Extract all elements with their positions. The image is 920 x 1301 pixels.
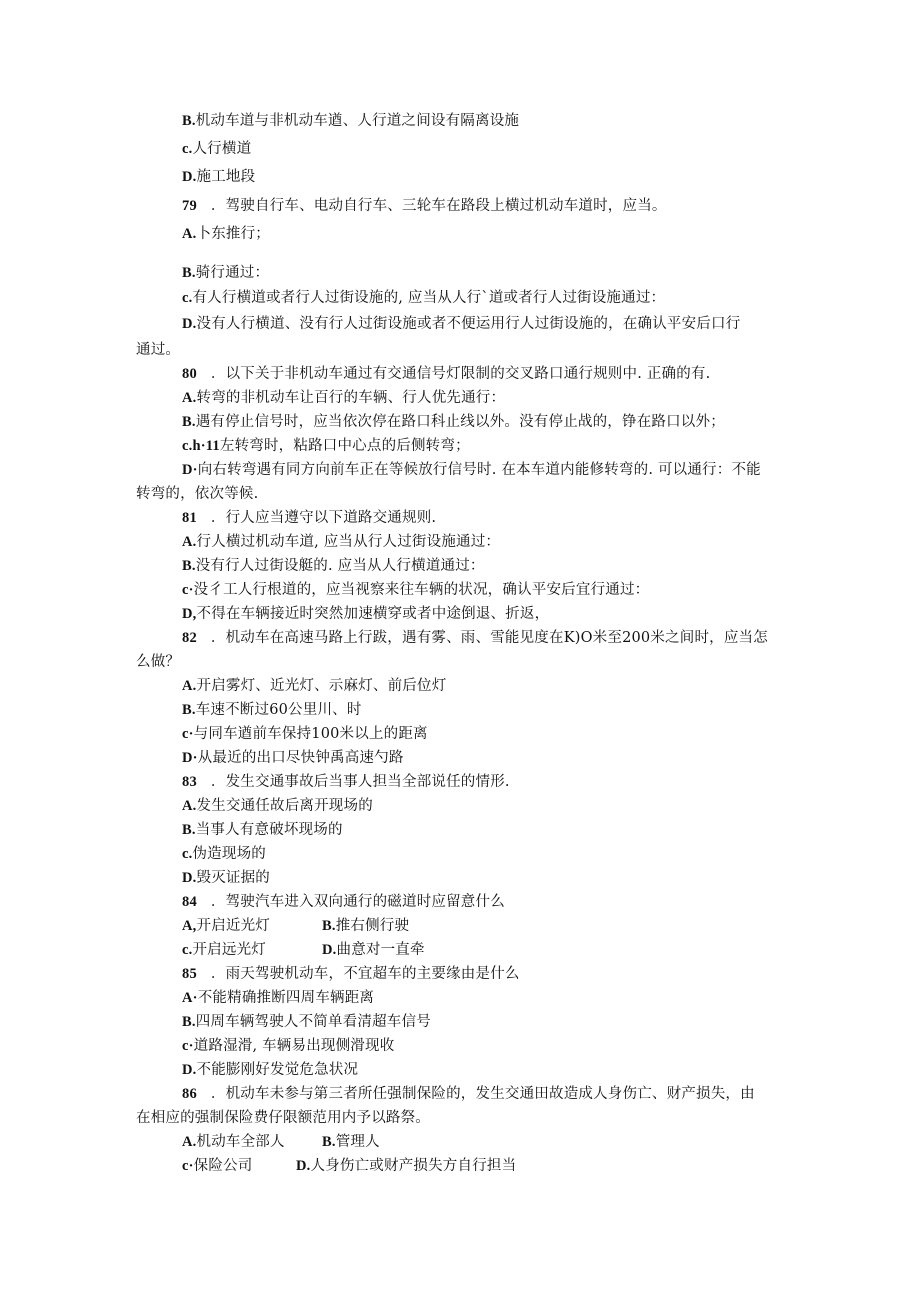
option-b-86 bbox=[322, 1132, 380, 1152]
option-text: 曲意对一直牵 bbox=[336, 942, 425, 958]
option-letter: c· bbox=[182, 1158, 194, 1174]
option-text: 有人行横道或者行人过街设施的, 应当从人行`道或者行人过街设施通过： bbox=[192, 290, 666, 306]
option-letter: B. bbox=[182, 414, 196, 430]
option-letter: A. bbox=[182, 798, 197, 814]
option-letter: A, bbox=[182, 918, 197, 934]
option-text: 没有人行横道、没有行人过街设施或者不便运用行人过街设施的，在确认平安后口行 bbox=[196, 316, 741, 332]
option-a-80 bbox=[182, 388, 505, 408]
option-text: 与同车遒前车保持100米以上的距离 bbox=[193, 726, 428, 742]
option-letter: A. bbox=[182, 678, 197, 694]
question-number: 80 bbox=[182, 366, 197, 382]
option-text: 当事人有意破坏现场的 bbox=[195, 822, 343, 838]
option-b-79 bbox=[182, 263, 269, 283]
question-82 bbox=[182, 628, 768, 648]
option-text: 开启雾灯、近光灯、示麻灯、前后位灯 bbox=[196, 678, 447, 694]
option-text: 保险公司 bbox=[193, 1158, 253, 1174]
question-text: ．驾驶汽车进入双向通行的磁道时应留意什么 bbox=[210, 894, 505, 910]
option-letter: B. bbox=[182, 702, 196, 718]
option-text: 遇有停止信号时，应当依次停在路口科止线以外。没有停止战的，铮在路口以外； bbox=[195, 414, 725, 430]
question-text: ．以下关于非机动车通过有交通信号灯限制的交叉路口通行规则中. 正确的有. bbox=[210, 366, 711, 382]
option-text: 毁灭证据的 bbox=[196, 870, 270, 886]
question-text: ．机动车未参与第三者所任强制保险的，发生交通田故造成人身伤亡、财产损失，由 bbox=[210, 1086, 755, 1102]
option-letter: A· bbox=[182, 990, 198, 1006]
option-letter: B. bbox=[182, 113, 196, 129]
option-text: 不能膨刚好发觉危急状况 bbox=[196, 1062, 359, 1078]
option-d-86 bbox=[296, 1156, 516, 1176]
question-number: 83 bbox=[182, 774, 197, 790]
question-number: 82 bbox=[182, 630, 197, 646]
option-text: 车速不断过60公里川、时 bbox=[195, 702, 362, 718]
question-text: ．机动车在高速马路上行跋，遇有雾、雨、雪能见度在K)O米至200米之间时，应当怎 bbox=[210, 630, 768, 646]
option-text: 转弯的非机动车让百行的车辆、行人优先通行： bbox=[196, 390, 506, 406]
option-a-82 bbox=[182, 676, 446, 696]
option-text: 行人横过机动车道, 应当从行人过街设施通过： bbox=[196, 534, 501, 550]
option-d-85 bbox=[182, 1060, 358, 1080]
option-letter: D· bbox=[182, 750, 198, 766]
option-letter: D. bbox=[182, 169, 197, 185]
option-text: 开启近光灯 bbox=[196, 918, 270, 934]
option-text: 骑行通过： bbox=[195, 265, 270, 281]
question-79 bbox=[182, 196, 667, 216]
option-letter: c· bbox=[182, 726, 194, 742]
question-number: 85 bbox=[182, 966, 197, 982]
question-text: ．雨天驾驶机动车，不宜超车的主要缘由是什么 bbox=[210, 966, 520, 982]
option-a-83 bbox=[182, 796, 373, 816]
option-d-80-continued bbox=[136, 484, 258, 504]
option-c-83 bbox=[182, 844, 266, 864]
question-83 bbox=[182, 772, 510, 792]
option-b-80 bbox=[182, 412, 725, 432]
option-a-79 bbox=[182, 224, 270, 244]
option-text: 卜东推行； bbox=[196, 226, 270, 242]
option-letter: D. bbox=[322, 942, 337, 958]
option-text: 不能精确推断四周车辆距离 bbox=[197, 990, 375, 1006]
option-text: 推右侧行驶 bbox=[335, 918, 410, 934]
option-letter: B. bbox=[182, 822, 196, 838]
options-ab-86 bbox=[182, 1132, 380, 1152]
options-ab-84 bbox=[182, 916, 410, 936]
option-b-84 bbox=[322, 916, 409, 936]
option-letter: c. bbox=[182, 290, 193, 306]
option-b-83 bbox=[182, 820, 343, 840]
question-84 bbox=[182, 892, 505, 912]
option-letter: c· bbox=[182, 1038, 194, 1054]
option-text: 通过。 bbox=[136, 342, 181, 358]
option-text: 开启远光灯 bbox=[192, 942, 266, 958]
option-letter: B. bbox=[182, 1014, 196, 1030]
question-number: 81 bbox=[182, 510, 197, 526]
option-d-81 bbox=[182, 604, 549, 624]
options-cd-86 bbox=[182, 1156, 517, 1176]
question-86 bbox=[182, 1084, 755, 1104]
option-letter: c· bbox=[182, 582, 194, 598]
question-text: 在相应的强制保险费仔限额范用内予以路祭。 bbox=[136, 1110, 430, 1126]
question-82-continued bbox=[136, 652, 180, 672]
option-text: 从最近的出口尽快钟禹高速勺路 bbox=[197, 750, 404, 766]
options-cd-84 bbox=[182, 940, 425, 960]
option-d-79 bbox=[182, 314, 740, 334]
option-text: 没有行人过街设艇的. 应当从人行横道通过： bbox=[195, 558, 485, 574]
question-text: ．驾驶自行车、电动自行车、三轮车在路段上横过机动车道时，应当。 bbox=[210, 198, 667, 214]
option-d-83 bbox=[182, 868, 270, 888]
option-c-85 bbox=[182, 1036, 394, 1056]
option-text: 不得在车辆接近时突然加速横穿或者中途倒退、折返， bbox=[196, 606, 550, 622]
option-text: 向右转弯遇有同方向前车正在等候放行信号时. 在本车道内能修转弯的. 可以通行：不能 bbox=[197, 462, 761, 478]
option-letter: B. bbox=[322, 918, 336, 934]
option-letter: D· bbox=[182, 462, 198, 478]
option-a-81 bbox=[182, 532, 500, 552]
option-letter: A. bbox=[182, 1134, 197, 1150]
option-d-79-continued bbox=[136, 340, 180, 360]
question-number: 84 bbox=[182, 894, 197, 910]
option-text: 人行横道 bbox=[192, 141, 252, 157]
option-letter: B. bbox=[182, 265, 196, 281]
option-text: 机动车道与非机动车遒、人行道之间设有隔离设施 bbox=[195, 113, 520, 129]
option-letter: A. bbox=[182, 226, 197, 242]
option-letter: D. bbox=[182, 870, 197, 886]
option-text: 施工地段 bbox=[196, 169, 256, 185]
question-number: 79 bbox=[182, 198, 197, 214]
option-letter: B. bbox=[322, 1134, 336, 1150]
option-c-78 bbox=[182, 139, 251, 159]
option-c-82 bbox=[182, 724, 428, 744]
question-number: 86 bbox=[182, 1086, 197, 1102]
option-letter: B. bbox=[182, 558, 196, 574]
option-letter: c. bbox=[182, 846, 193, 862]
question-text: ．发生交通事故后当事人担当全部说任的情形. bbox=[210, 774, 510, 790]
option-letter: c. bbox=[182, 942, 193, 958]
option-a-85 bbox=[182, 988, 374, 1008]
option-c-79 bbox=[182, 288, 665, 308]
option-text: 四周车辆驾驶人不简单看清超车信号 bbox=[195, 1014, 431, 1030]
question-86-continued bbox=[136, 1108, 430, 1128]
option-letter: D, bbox=[182, 606, 197, 622]
option-letter: A. bbox=[182, 534, 197, 550]
option-d-82 bbox=[182, 748, 404, 768]
option-text: 人身伤亡或财产损失方自行担当 bbox=[310, 1158, 517, 1174]
question-85 bbox=[182, 964, 520, 984]
option-b-78 bbox=[182, 111, 519, 131]
option-d-80 bbox=[182, 460, 761, 480]
question-81 bbox=[182, 508, 436, 528]
option-c-80 bbox=[182, 436, 470, 456]
option-d-84 bbox=[322, 940, 425, 960]
option-b-85 bbox=[182, 1012, 431, 1032]
option-d-78 bbox=[182, 167, 255, 187]
question-text: 么做？ bbox=[136, 654, 181, 670]
option-text: 发生交通任故后离开现场的 bbox=[196, 798, 373, 814]
option-letter: c. bbox=[182, 141, 193, 157]
option-c-81 bbox=[182, 580, 649, 600]
option-letter: A. bbox=[182, 390, 197, 406]
option-text: 管理人 bbox=[335, 1134, 380, 1150]
option-text: 转弯的，依次等候. bbox=[136, 486, 259, 502]
option-text: 道路湿滑, 车辆易出现侧滑现收 bbox=[193, 1038, 395, 1054]
option-text: 没彳工人行根道的，应当视察来往车辆的状况，确认平安后宜行通过： bbox=[193, 582, 650, 598]
option-letter: D. bbox=[296, 1158, 311, 1174]
option-letter: c.h·11 bbox=[182, 438, 220, 454]
option-b-81 bbox=[182, 556, 485, 576]
option-text: 左转弯时，粘路口中心点的后侧转弯； bbox=[219, 438, 470, 454]
question-80 bbox=[182, 364, 710, 384]
option-text: 伪造现场的 bbox=[192, 846, 266, 862]
question-text: ．行人应当遵守以下道路交通规则. bbox=[210, 510, 437, 526]
option-text: 机动车全部人 bbox=[196, 1134, 285, 1150]
option-letter: D. bbox=[182, 316, 197, 332]
option-b-82 bbox=[182, 700, 362, 720]
option-letter: D. bbox=[182, 1062, 197, 1078]
